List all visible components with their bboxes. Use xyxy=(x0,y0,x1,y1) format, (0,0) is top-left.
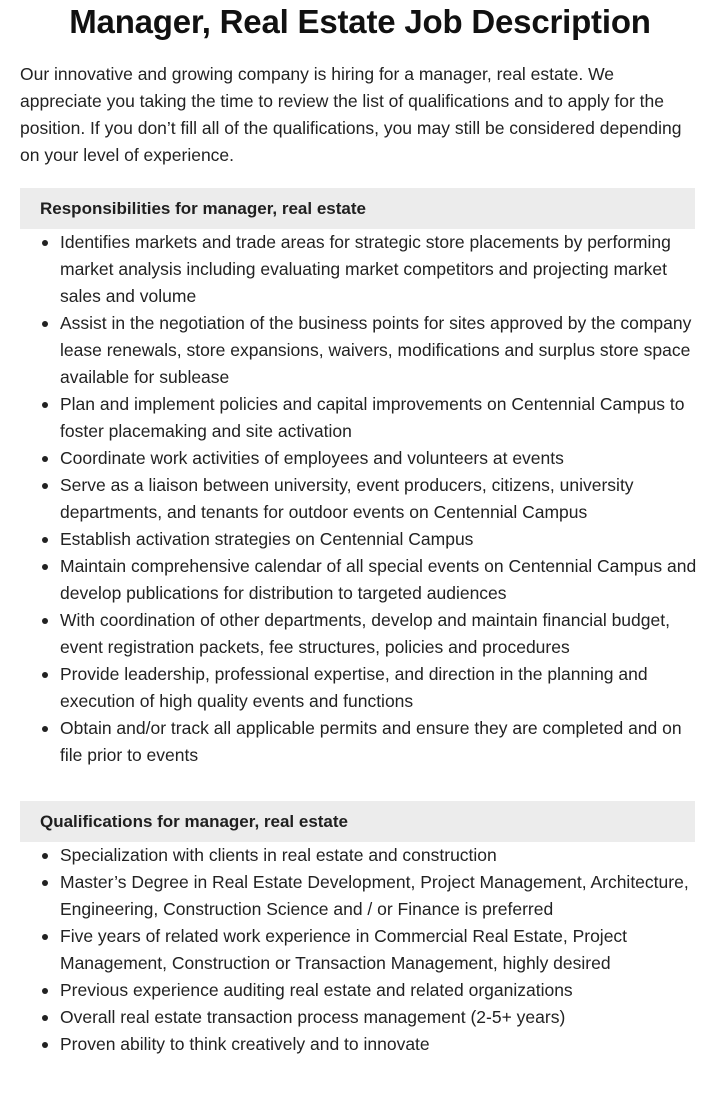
list-item: Establish activation strategies on Centennial Campus xyxy=(40,526,705,553)
list-item: Overall real estate transaction process management (2-5+ years) xyxy=(40,1004,705,1031)
intro-paragraph: Our innovative and growing company is hiring for a manager, real estate. We appreciate you taking the time to review the list of qualifications and to apply for the position. If you don’t fill all of the qualifications, you may still be considered depending on your level of experience. xyxy=(20,64,682,165)
section-spacer xyxy=(0,769,720,801)
list-item: Maintain comprehensive calendar of all special events on Centennial Campus and develop publications for distribution to targeted audiences xyxy=(40,553,705,607)
list-item: Five years of related work experience in Commercial Real Estate, Project Management, Construction or Transaction Management, highly desired xyxy=(40,923,705,977)
responsibilities-list xyxy=(0,229,720,769)
list-item: Coordinate work activities of employees and volunteers at events xyxy=(40,445,705,472)
list-item: Proven ability to think creatively and to innovate xyxy=(40,1031,705,1058)
list-item: Provide leadership, professional expertise, and direction in the planning and execution of high quality events and functions xyxy=(40,661,705,715)
responsibilities-heading: Responsibilities for manager, real estate xyxy=(20,188,695,229)
list-item: Serve as a liaison between university, event producers, citizens, university departments, and tenants for outdoor events on Centennial Campus xyxy=(40,472,705,526)
list-item: Obtain and/or track all applicable permits and ensure they are completed and on file prior to events xyxy=(40,715,705,769)
qualifications-list xyxy=(0,842,720,1058)
list-item: Identifies markets and trade areas for strategic store placements by performing market analysis including evaluating market competitors and projecting market sales and volume xyxy=(40,229,705,310)
list-item: Master’s Degree in Real Estate Development, Project Management, Architecture, Engineering, Construction Science and / or Finance is preferred xyxy=(40,869,705,923)
list-item: Plan and implement policies and capital improvements on Centennial Campus to foster placemaking and site activation xyxy=(40,391,705,445)
list-item: Assist in the negotiation of the business points for sites approved by the company lease renewals, store expansions, waivers, modifications and surplus store space available for sublease xyxy=(40,310,705,391)
list-item: With coordination of other departments, develop and maintain financial budget, event registration packets, fee structures, policies and procedures xyxy=(40,607,705,661)
list-item: Specialization with clients in real estate and construction xyxy=(40,842,705,869)
page-title: Manager, Real Estate Job Description xyxy=(69,3,651,40)
qualifications-heading: Qualifications for manager, real estate xyxy=(20,801,695,842)
list-item: Previous experience auditing real estate and related organizations xyxy=(40,977,705,1004)
